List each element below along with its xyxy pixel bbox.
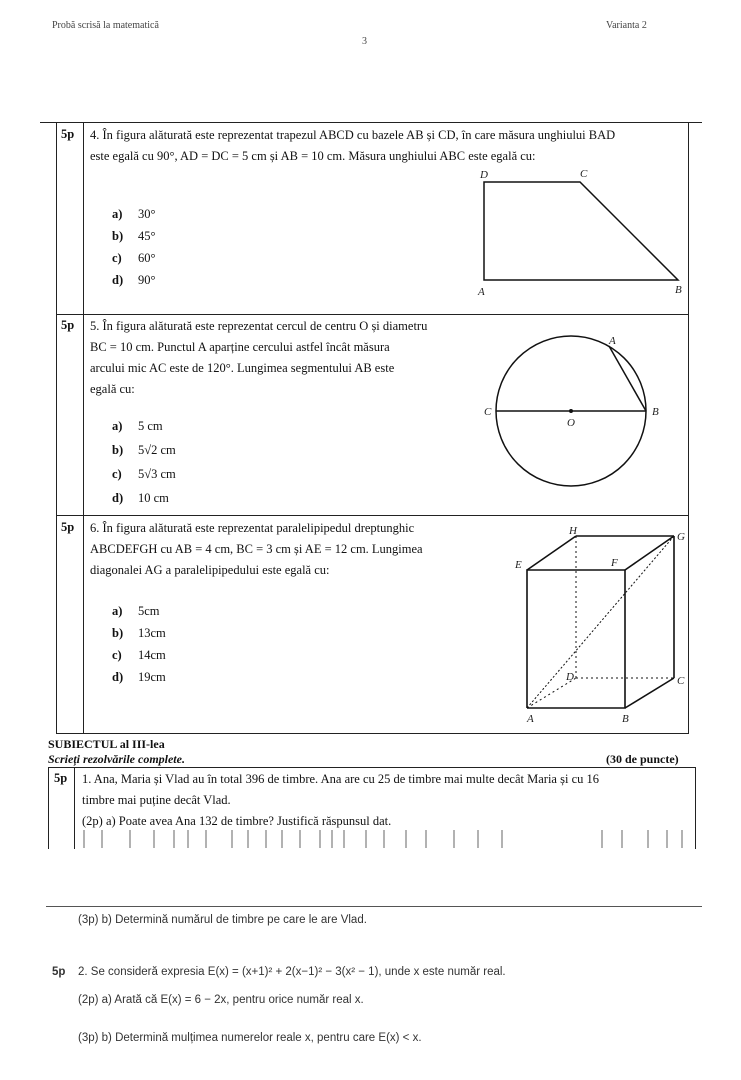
- p1-top-rule: [48, 767, 696, 768]
- q6-option-c: c) 14cm: [112, 648, 166, 662]
- q5-text-line1: 5. În figura alăturată este reprezentat cercul de centru O și diametru: [90, 319, 428, 333]
- row-divider-5-6: [56, 515, 689, 516]
- edge-EH: [527, 536, 576, 570]
- q5-statement: [90, 316, 470, 400]
- q4-statement: [90, 125, 686, 167]
- q4-option-b: b) 45°: [112, 229, 156, 243]
- q4-points: 5p: [61, 127, 75, 141]
- label-C: C: [677, 675, 685, 687]
- label-B: B: [622, 713, 629, 725]
- p1-part-b: (3p) b) Determină numărul de timbre pe care le are Vlad.: [78, 914, 367, 926]
- q4-option-d: d) 90°: [112, 273, 156, 287]
- q5-option-b: b) 5√2 cm: [112, 443, 176, 457]
- p2-part-a: (2p) a) Arată că E(x) = 6 − 2x, pentru orice număr real x.: [78, 994, 364, 1006]
- q5-text-line3: arcului mic AC este de 120°. Lungimea segmentului AB este: [90, 361, 395, 375]
- q6-text-line3: diagonalei AG a paralelipipedului este egală cu:: [90, 563, 330, 577]
- trapezoid-figure: [470, 165, 690, 300]
- table-points-border: [83, 122, 84, 734]
- circle-figure: [476, 330, 676, 510]
- p1-text-line1: 1. Ana, Maria și Vlad au în total 396 de timbre. Ana are cu 25 de timbre mai multe decât Maria și cu 16: [82, 772, 599, 786]
- chord-AB: [609, 346, 646, 411]
- q5-points: 5p: [61, 318, 75, 332]
- q6-text-line1: 6. În figura alăturată este reprezentat paralelipipedul dreptunghic: [90, 521, 415, 535]
- q4-option-a: a) 30°: [112, 207, 156, 221]
- label-A: A: [609, 335, 616, 347]
- label-O: O: [567, 417, 575, 429]
- q5-text-line2: BC = 10 cm. Punctul A aparține cercului astfel încât măsura: [90, 340, 390, 354]
- p2-points: 5p: [52, 966, 66, 978]
- q6-option-b: b) 13cm: [112, 626, 166, 640]
- q4-options: [112, 203, 156, 291]
- scan-artifact-lines: [82, 828, 694, 850]
- table-left-border: [56, 122, 57, 734]
- q4-text-line2: este egală cu 90°, AD = DC = 5 cm și AB = 10 cm. Măsura unghiului ABC este egală cu:: [90, 149, 536, 163]
- section-subtitle: Scrieți rezolvările complete.: [48, 752, 185, 766]
- row-divider-4-5: [56, 314, 689, 315]
- header-left: Probă scrisă la matematică: [52, 20, 159, 31]
- table-top-rule: [40, 122, 702, 123]
- center-point: [569, 409, 573, 413]
- label-D: D: [480, 169, 488, 181]
- q6-statement: [90, 518, 510, 581]
- diagonal-AG: [527, 536, 674, 708]
- label-E: E: [515, 559, 522, 571]
- front-face: [527, 570, 625, 708]
- q6-options: [112, 600, 166, 688]
- q5-options: [112, 414, 176, 510]
- p1-points: 5p: [54, 771, 68, 785]
- q5-option-d: d) 10 cm: [112, 491, 169, 505]
- p2-part-b: (3p) b) Determină mulțimea numerelor reale x, pentru care E(x) < x.: [78, 1032, 422, 1044]
- q4-option-c: c) 60°: [112, 251, 156, 265]
- label-B: B: [675, 284, 682, 296]
- p1-left-border: [48, 767, 49, 849]
- p2-text: 2. Se consideră expresia E(x) = (x+1)² + 2(x−1)² − 3(x² − 1), unde x este număr real.: [78, 966, 506, 978]
- q6-points: 5p: [61, 520, 75, 534]
- section-total: (30 de puncte): [606, 752, 679, 766]
- page-number: 3: [362, 36, 367, 47]
- p1-text-line2: timbre mai puține decât Vlad.: [82, 793, 231, 807]
- lower-divider: [46, 906, 702, 907]
- q5-option-c: c) 5√3 cm: [112, 467, 176, 481]
- p1-points-border: [74, 767, 75, 849]
- q4-text-line1: 4. În figura alăturată este reprezentat trapezul ABCD cu bazele AB și CD, în care măsura unghiului BAD: [90, 128, 616, 142]
- q5-text-line4: egală cu:: [90, 382, 135, 396]
- label-A: A: [478, 286, 485, 298]
- p1-statement: [82, 769, 692, 832]
- q6-option-a: a) 5cm: [112, 604, 160, 618]
- section-title: SUBIECTUL al III-lea: [48, 737, 165, 751]
- q6-option-d: d) 19cm: [112, 670, 166, 684]
- p1-right-border: [695, 767, 696, 849]
- table-bottom-rule: [56, 733, 689, 734]
- label-H: H: [569, 525, 577, 537]
- label-F: F: [611, 557, 618, 569]
- header-right: Varianta 2: [606, 20, 647, 31]
- label-D: D: [566, 671, 574, 683]
- trapezoid-outline: [484, 182, 678, 280]
- label-A: A: [527, 713, 534, 725]
- label-B: B: [652, 406, 659, 418]
- label-C: C: [484, 406, 492, 418]
- q5-option-a: a) 5 cm: [112, 419, 163, 433]
- edge-BC: [625, 678, 674, 708]
- q6-text-line2: ABCDEFGH cu AB = 4 cm, BC = 3 cm și AE = 12 cm. Lungimea: [90, 542, 423, 556]
- cuboid-figure: [505, 522, 690, 727]
- label-G: G: [677, 531, 685, 543]
- p1-part-a: (2p) a) Poate avea Ana 132 de timbre? Justifică răspunsul dat.: [82, 814, 392, 828]
- label-C: C: [580, 168, 588, 180]
